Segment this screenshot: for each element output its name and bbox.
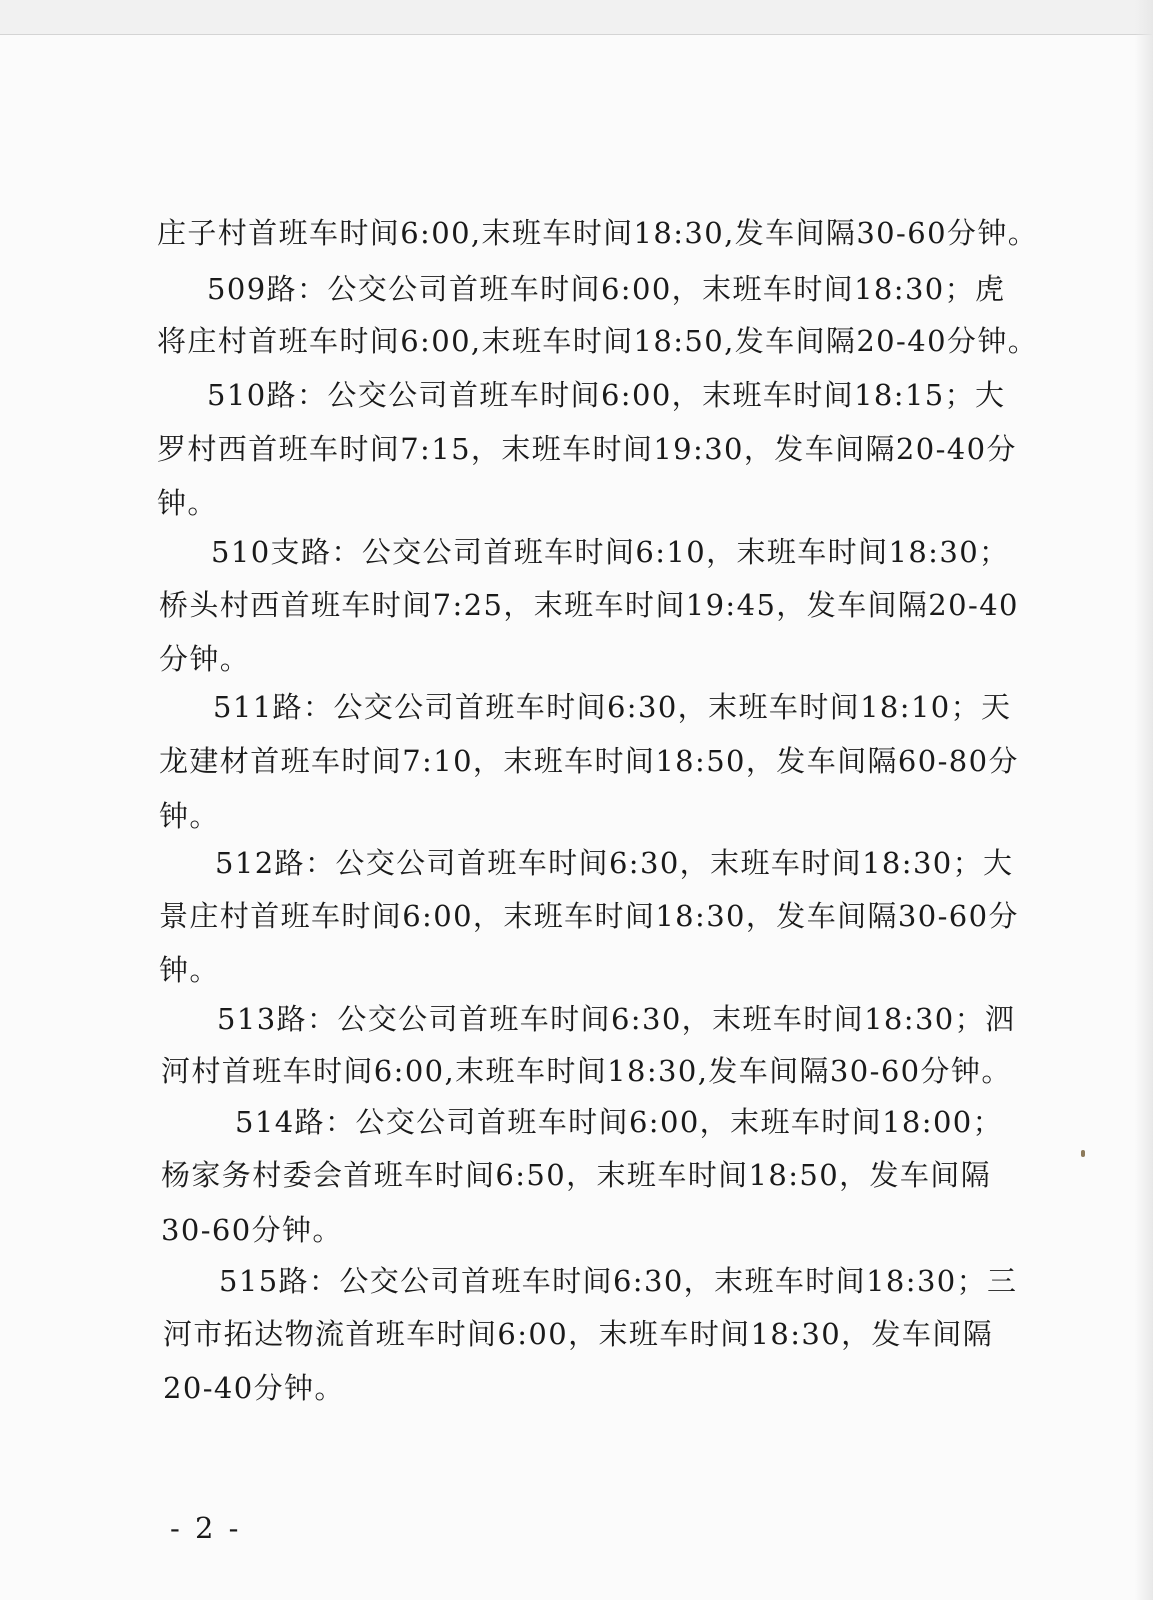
text-line-14: 景庄村首班车时间6:00，末班车时间18:30，发车间隔30-60分 xyxy=(159,899,1019,933)
text-line-22: 河市拓达物流首班车时间6:00，末班车时间18:30，发车间隔 xyxy=(163,1317,994,1351)
text-line-21: 515路：公交公司首班车时间6:30，末班车时间18:30；三 xyxy=(219,1264,1018,1298)
scan-right-shadow xyxy=(1135,0,1153,1600)
text-line-4: 510路：公交公司首班车时间6:00，末班车时间18:15；大 xyxy=(207,378,1006,412)
text-line-20: 30-60分钟。 xyxy=(161,1213,343,1247)
text-line-3: 将庄村首班车时间6:00,末班车时间18:50,发车间隔20-40分钟。 xyxy=(157,324,1039,358)
text-line-16: 513路：公交公司首班车时间6:30，末班车时间18:30；泗 xyxy=(217,1002,1016,1036)
scan-top-shadow xyxy=(0,0,1153,35)
text-line-2: 509路：公交公司首班车时间6:00，末班车时间18:30；虎 xyxy=(207,272,1006,306)
page-number: - 2 - xyxy=(170,1511,242,1545)
text-line-7: 510支路：公交公司首班车时间6:10，末班车时间18:30； xyxy=(211,535,1010,569)
text-line-12: 钟。 xyxy=(159,799,220,833)
text-line-23: 20-40分钟。 xyxy=(163,1371,345,1405)
text-line-5: 罗村西首班车时间7:15，末班车时间19:30，发车间隔20-40分 xyxy=(157,432,1017,466)
text-line-18: 514路：公交公司首班车时间6:00，末班车时间18:00； xyxy=(235,1105,1004,1139)
text-line-19: 杨家务村委会首班车时间6:50，末班车时间18:50，发车间隔 xyxy=(161,1158,992,1192)
text-line-11: 龙建材首班车时间7:10，末班车时间18:50，发车间隔60-80分 xyxy=(159,744,1019,778)
text-line-6: 钟。 xyxy=(157,486,218,520)
text-line-1: 庄子村首班车时间6:00,末班车时间18:30,发车间隔30-60分钟。 xyxy=(157,216,1039,250)
text-line-9: 分钟。 xyxy=(159,642,251,676)
text-line-13: 512路：公交公司首班车时间6:30，末班车时间18:30；大 xyxy=(215,846,1014,880)
scan-speck xyxy=(1081,1150,1085,1157)
text-line-8: 桥头村西首班车时间7:25，末班车时间19:45，发车间隔20-40 xyxy=(159,588,1019,622)
text-line-17: 河村首班车时间6:00,末班车时间18:30,发车间隔30-60分钟。 xyxy=(161,1054,1012,1088)
text-line-15: 钟。 xyxy=(159,953,220,987)
text-line-10: 511路：公交公司首班车时间6:30，末班车时间18:10；天 xyxy=(213,690,1012,724)
